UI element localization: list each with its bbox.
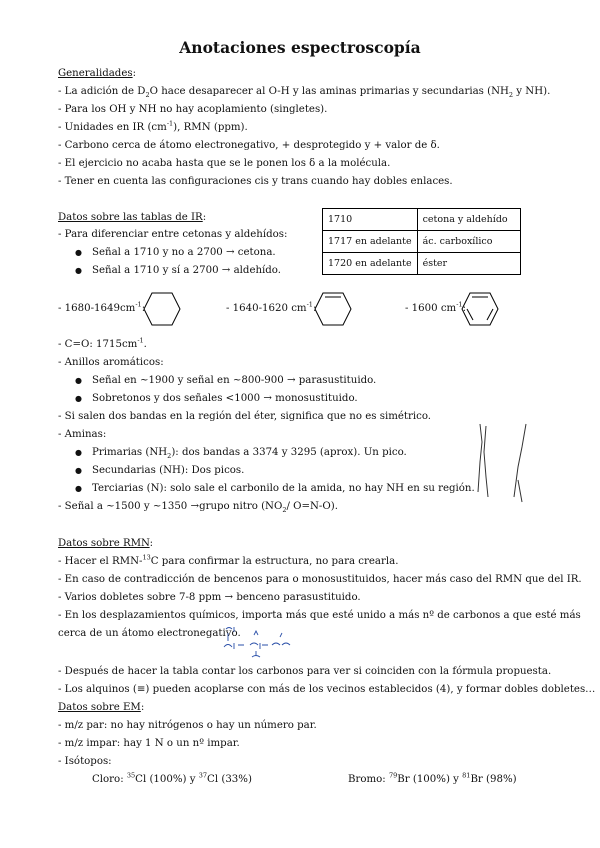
rmn-line-3: - Varios dobletes sobre 7-8 ppm → benceno parasustituido.: [58, 592, 361, 603]
ir-bullet-cetona: ● Señal a 1710 y no a 2700 → cetona.: [92, 246, 276, 259]
benzene-structure-icon: [460, 291, 500, 327]
ir-amines-heading: - Aminas:: [58, 429, 107, 440]
table-cell: ác. carboxílico: [417, 231, 520, 253]
table-cell: 1720 en adelante: [323, 253, 418, 275]
ir-bullet-aldehido: ● Señal a 1710 y sí a 2700 → aldehído.: [92, 264, 281, 277]
em-line-1: - m/z par: no hay nitrógenos o hay un número par.: [58, 720, 317, 731]
ir-bullet-tertiary-amine: ● Terciarias (N): solo sale el carbonilo de la amida, no hay NH en su región.: [92, 482, 475, 495]
em-line-3: - Isótopos:: [58, 756, 112, 767]
rmn-line-7: - Los alquinos (≡) pueden acoplarse con más de los vecinos establecidos (4), y formar dobles dobletes…: [58, 684, 596, 695]
ir-line-1: - Para diferenciar entre cetonas y aldehídos:: [58, 229, 288, 240]
table-cell: cetona y aldehído: [417, 209, 520, 231]
ir-aromatic-heading: - Anillos aromáticos:: [58, 357, 164, 368]
rmn-line-5: cerca de un átomo electronegativo.: [58, 628, 241, 639]
rmn-heading: Datos sobre RMN:: [58, 538, 154, 549]
rmn-line-2: - En caso de contradicción de bencenos para o monosustituidos, hacer más caso del RMN que del IR.: [58, 574, 582, 585]
table-row: [323, 253, 521, 275]
table-cell: éster: [417, 253, 520, 275]
handwritten-structure-icon: [222, 625, 302, 661]
em-isotopes-chlorine: Cloro: $^{35}$Cl (100%) y $^{37}$Cl (33%): [92, 771, 252, 785]
ir-bullet-secondary-amine: ● Secundarias (NH): Dos picos.: [92, 464, 244, 477]
ir-bullet-para: ● Señal en ~1900 y señal en ~800-900 → parasustituido.: [92, 374, 376, 387]
cyclohexane-structure-icon: [142, 291, 182, 327]
ir-carbonyl-line: - C=O: $1715cm^{-1}$.: [58, 336, 147, 350]
ir-bullet-primary-amine: ● Primarias $(NH_2)$: dos bandas a 3374 y 3295 (aprox). Un pico.: [92, 446, 407, 459]
table-row: [323, 231, 521, 253]
gen-line-5: - El ejercicio no acaba hasta que se le ponen los δ a la molécula.: [58, 158, 391, 169]
em-line-2: - m/z impar: hay 1 N o un nº impar.: [58, 738, 240, 749]
generalidades-heading: Generalidades:: [58, 68, 137, 79]
rmn-line-4: - En los desplazamientos químicos, importa más que esté unido a más nº de carbonos a que esté más: [58, 610, 581, 621]
gen-line-3: - Unidades en IR $(cm^{-1})$, RMN (ppm).: [58, 119, 248, 133]
table-cell: 1717 en adelante: [323, 231, 418, 253]
rmn-line-6: - Después de hacer la tabla contar los carbonos para ver si coinciden con la fórmula propuesta.: [58, 666, 552, 677]
table-cell: 1710: [323, 209, 418, 231]
em-heading: Datos sobre EM:: [58, 702, 145, 713]
ir-range-cyclohexene: - 1640-1620 $cm^{-1}$:: [226, 300, 317, 314]
page-title: Anotaciones espectroscopía: [179, 38, 421, 57]
ir-bullet-mono: ● Sobretonos y dos señales <1000 → monosustituido.: [92, 392, 358, 405]
gen-line-6: - Tener en cuenta las configuraciones cis y trans cuando hay dobles enlaces.: [58, 176, 453, 187]
spectrum-sketch-icon: [468, 422, 538, 507]
em-isotopes-bromine: Bromo: $^{79}$Br (100%) y $^{81}$Br (98%): [348, 771, 517, 785]
ir-ether-line: - Si salen dos bandas en la región del éter, significa que no es simétrico.: [58, 411, 432, 422]
gen-line-2: - Para los OH y NH no hay acoplamiento (singletes).: [58, 104, 328, 115]
cyclohexene-structure-icon: [313, 291, 353, 327]
ir-nitro-line: - Señal a ~1500 y ~1350 →grupo nitro ($NO_2/$ O=N-O).: [58, 501, 338, 515]
gen-line-4: - Carbono cerca de átomo electronegativo, + desprotegido y + valor de δ.: [58, 140, 440, 151]
ir-table: [322, 208, 521, 275]
table-row: [323, 209, 521, 231]
rmn-line-1: - Hacer el RMN-$^{13}$C para confirmar la estructura, no para crearla.: [58, 553, 399, 567]
ir-heading: Datos sobre las tablas de IR:: [58, 212, 207, 223]
ir-range-benzene: - 1600 $cm^{-1}$:: [405, 300, 466, 314]
ir-range-cyclohexane: - $1680-1649cm^{-1}$:: [58, 300, 146, 314]
gen-line-1: - La adición de $D_2O$ hace desaparecer al O-H y las aminas primarias y secundarias ($NH_2$ y NH).: [58, 86, 551, 100]
